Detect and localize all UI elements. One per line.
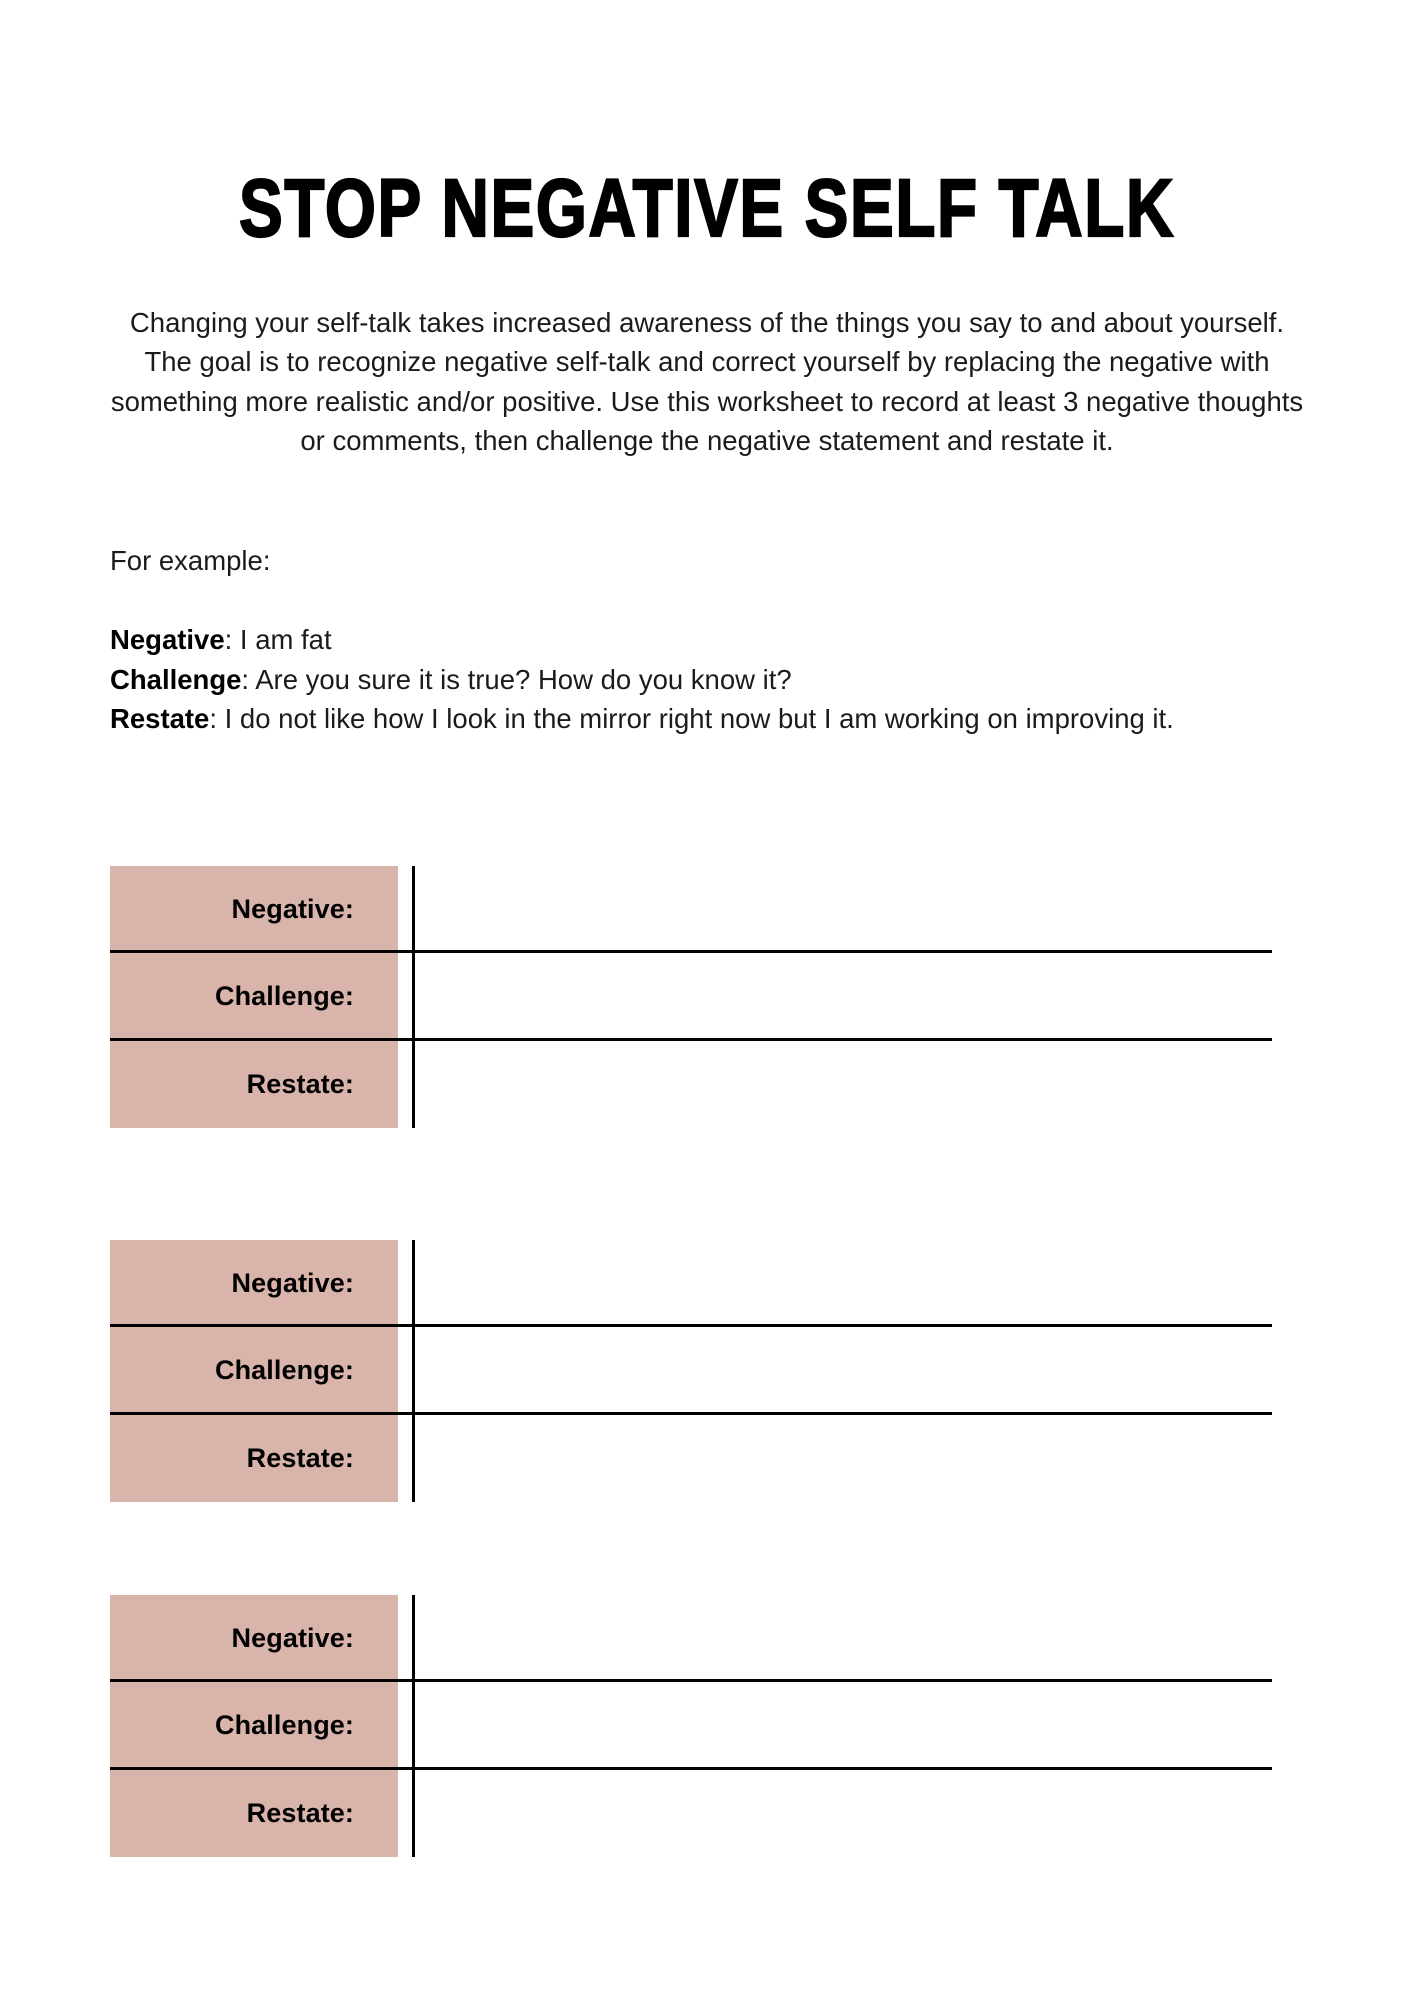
example-separator-negative: : [224, 624, 240, 655]
row-label-challenge: Challenge: [214, 1710, 354, 1741]
vertical-divider [412, 1770, 415, 1857]
example-text-negative: I am fat [239, 624, 332, 655]
vertical-divider [412, 1041, 415, 1128]
worksheet-row-restate[interactable] [110, 1041, 1272, 1128]
worksheet-row-restate[interactable] [110, 1415, 1272, 1502]
example-line-negative [110, 620, 1360, 660]
vertical-divider [412, 953, 415, 1040]
row-label-negative: Negative: [231, 1623, 354, 1654]
row-label-restate: Restate: [246, 1797, 354, 1828]
example-separator-challenge: : [241, 663, 256, 695]
worksheet-row-restate[interactable] [110, 1770, 1272, 1857]
example-label-challenge: Challenge [110, 663, 242, 695]
row-label-restate: Restate: [246, 1442, 354, 1473]
vertical-divider [412, 1682, 415, 1769]
example-text-challenge: Are you sure it is true? How do you know it? [255, 663, 792, 695]
worksheet-row-challenge[interactable] [110, 953, 1272, 1040]
row-label-challenge: Challenge: [214, 1355, 354, 1386]
example-line-challenge [110, 660, 1360, 700]
example-line-restate [110, 699, 1360, 739]
example-label-negative: Negative [110, 624, 225, 655]
worksheet-row-negative[interactable] [110, 866, 1272, 953]
example-list [110, 620, 1360, 739]
worksheet-row-challenge[interactable] [110, 1327, 1272, 1414]
example-text-restate: I do not like how I look in the mirror right now but I am working on improving it. [224, 703, 1174, 734]
page-title: STOP NEGATIVE SELF TALK [239, 162, 1175, 254]
worksheet-row-negative[interactable] [110, 1240, 1272, 1327]
vertical-divider [412, 1415, 415, 1502]
row-label-challenge: Challenge: [214, 981, 354, 1012]
worksheet-block-3 [110, 1595, 1272, 1857]
worksheet-block-1 [110, 866, 1272, 1128]
example-label-restate: Restate [110, 703, 210, 734]
vertical-divider [412, 1327, 415, 1414]
vertical-divider [412, 866, 415, 953]
row-label-negative: Negative: [231, 1268, 354, 1299]
intro-paragraph: Changing your self-talk takes increased awareness of the things you say to and about yourself. The goal is to recognize negative self-talk and correct yourself by replacing the negative with something more realistic and/or positive. Use this worksheet to record at least 3 negative thoughts or comments, then challenge the negative statement and restate it. [110, 306, 1304, 456]
worksheet-row-negative[interactable] [110, 1595, 1272, 1682]
vertical-divider [412, 1595, 415, 1682]
worksheet-row-challenge[interactable] [110, 1682, 1272, 1769]
worksheet-block-2 [110, 1240, 1272, 1502]
row-label-restate: Restate: [246, 1068, 354, 1099]
example-separator-restate: : [209, 703, 225, 734]
example-heading: For example: [110, 545, 271, 576]
vertical-divider [412, 1240, 415, 1327]
row-label-negative: Negative: [231, 894, 354, 925]
